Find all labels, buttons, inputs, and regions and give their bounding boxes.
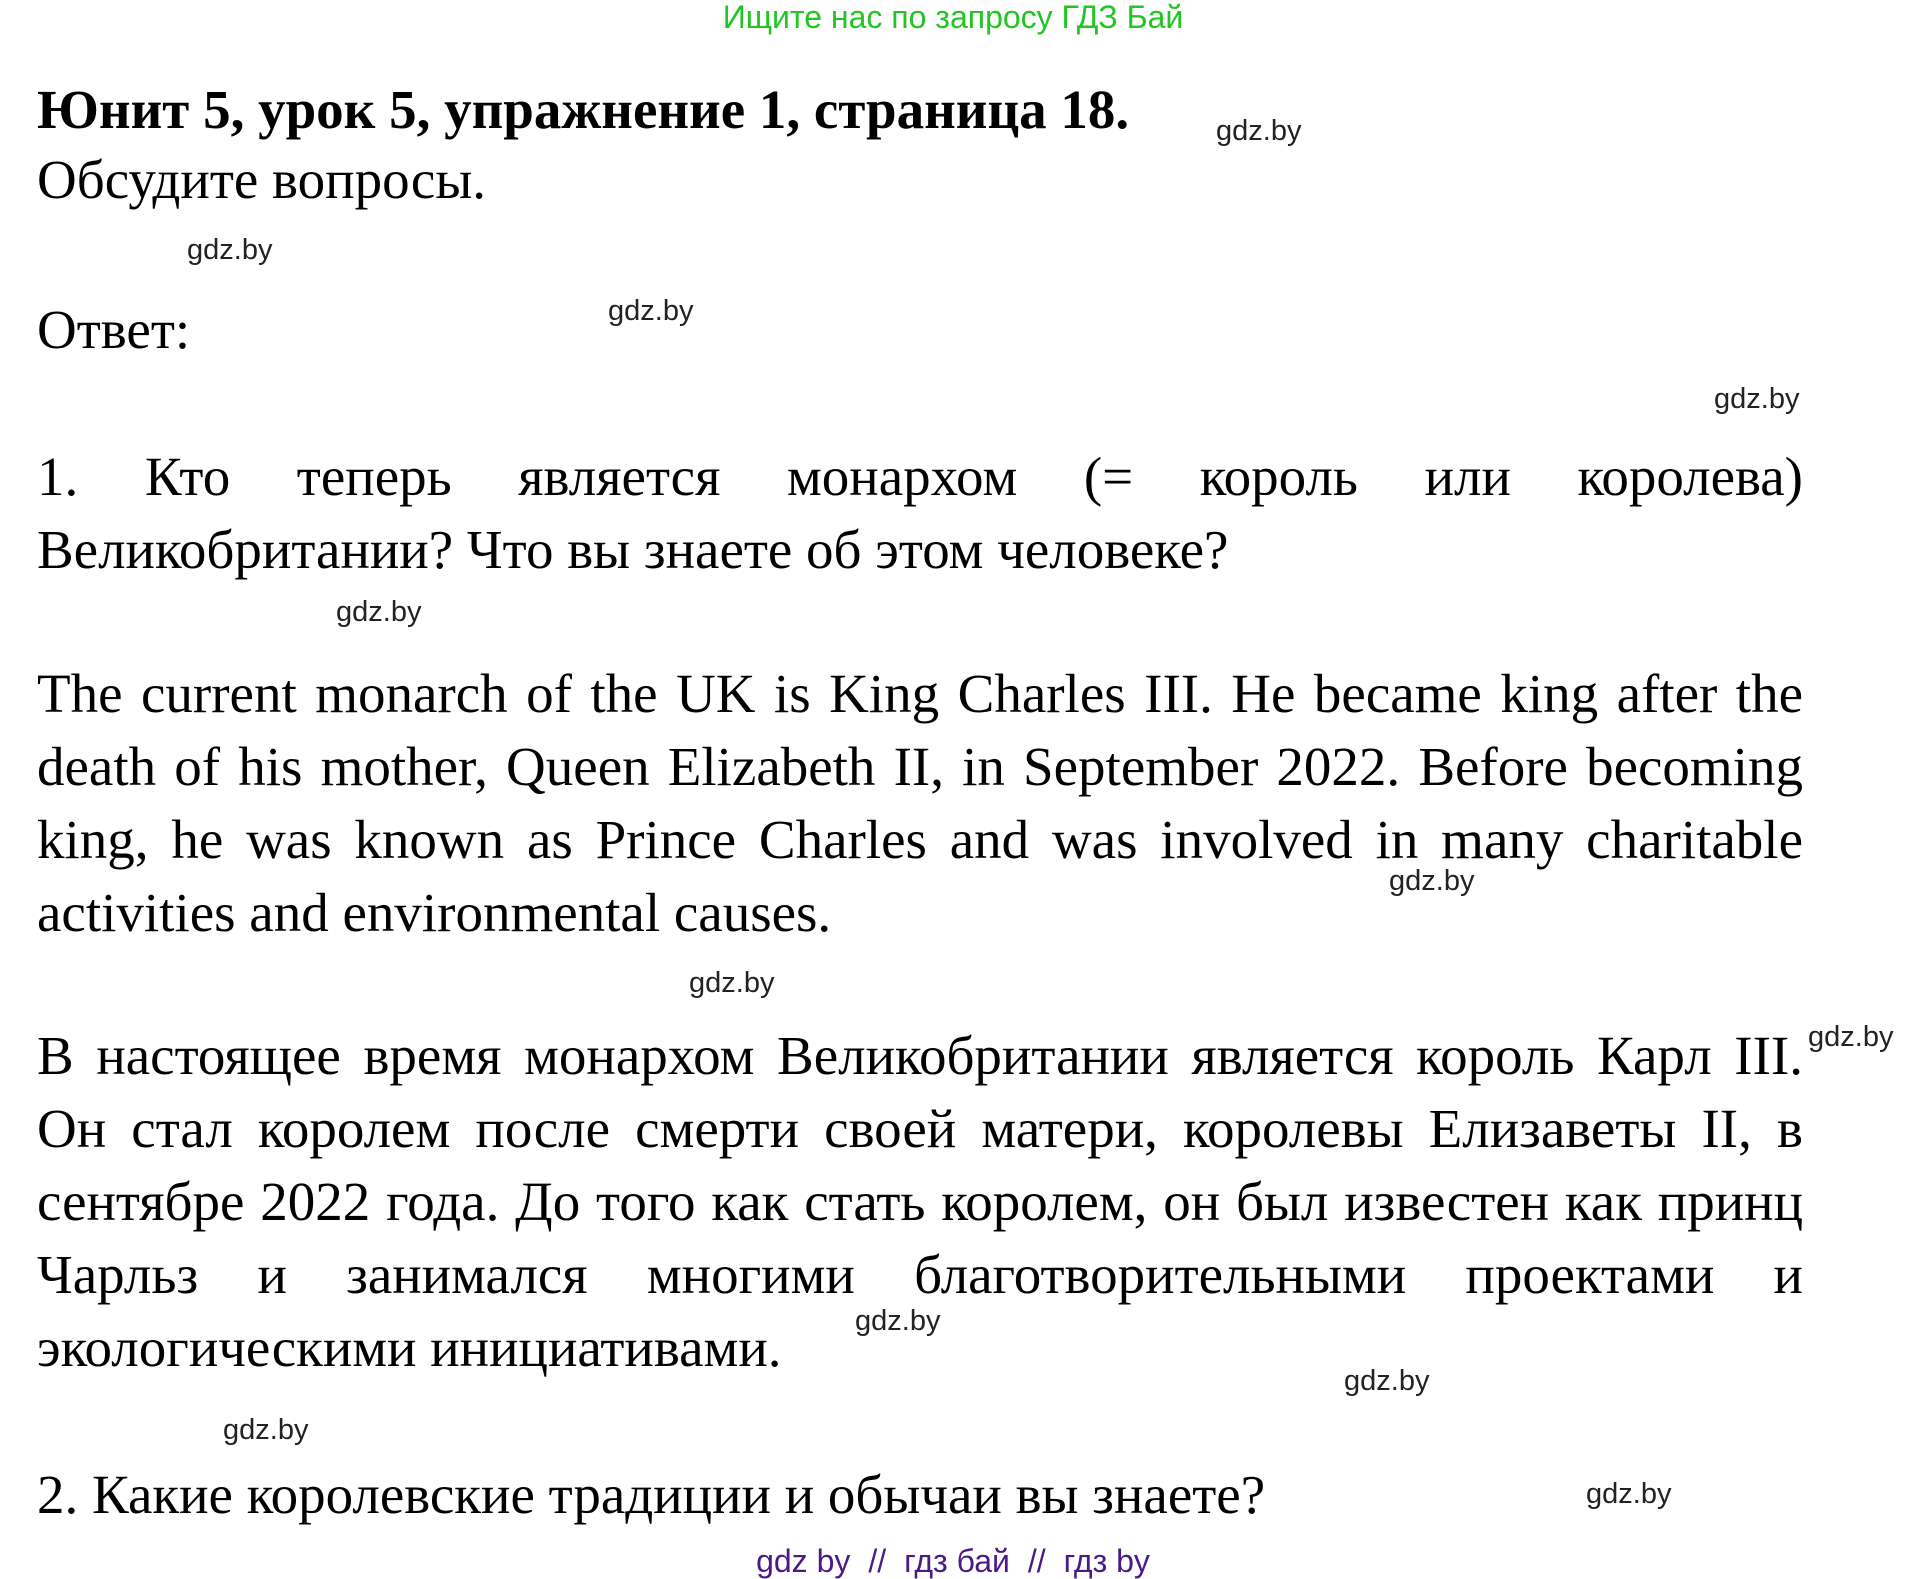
watermark: gdz.by (1216, 115, 1302, 147)
question-1: 1. Кто теперь является монархом (= король или королева) Великобритании? Что вы знаете об этом человеке? (37, 446, 1803, 580)
question-2: 2. Какие королевские традиции и обычаи вы знаете? (37, 1464, 1266, 1525)
footer-link-gdz-bai[interactable]: гдз бай (904, 1543, 1010, 1579)
answer-1-english: The current monarch of the UK is King Charles III. He became king after the death of his mother, Queen Elizabeth II, in September 2022. Before becoming king, he was known as Prince Charles and was involved in many charitable activities and environmental causes. (37, 663, 1803, 943)
footer-link-gdz-by-cyr[interactable]: гдз by (1063, 1543, 1150, 1579)
footer-link-gdz-by[interactable]: gdz by (756, 1543, 851, 1579)
watermark: gdz.by (1389, 865, 1475, 897)
answer-1-russian: В настоящее время монархом Великобритании является король Карл III. Он стал королем после смерти своей матери, королевы Елизаветы II, в сентябре 2022 года. До того как стать королем, он был известен как принц Чарльз и занимался многими благотворительными проектами и экологическими инициативами. (37, 1025, 1803, 1378)
watermark: gdz.by (1344, 1365, 1430, 1397)
page-title: Юнит 5, урок 5, упражнение 1, страница 18. (37, 79, 1130, 140)
watermark: gdz.by (223, 1414, 309, 1446)
answer-label: Ответ: (37, 299, 191, 360)
watermark: gdz.by (1808, 1021, 1894, 1053)
exercise-instruction: Обсудите вопросы. (37, 149, 487, 210)
watermark: gdz.by (1586, 1478, 1672, 1510)
watermark: gdz.by (336, 596, 422, 628)
watermark: gdz.by (187, 234, 273, 266)
search-banner: Ищите нас по запросу ГДЗ Бай (722, 0, 1184, 35)
watermark: gdz.by (1714, 383, 1800, 415)
watermark: gdz.by (608, 295, 694, 327)
watermark: gdz.by (855, 1305, 941, 1337)
watermark: gdz.by (689, 967, 775, 999)
footer-separator: // (1027, 1543, 1046, 1579)
footer-links (0, 1545, 1906, 1577)
footer-separator: // (868, 1543, 887, 1579)
